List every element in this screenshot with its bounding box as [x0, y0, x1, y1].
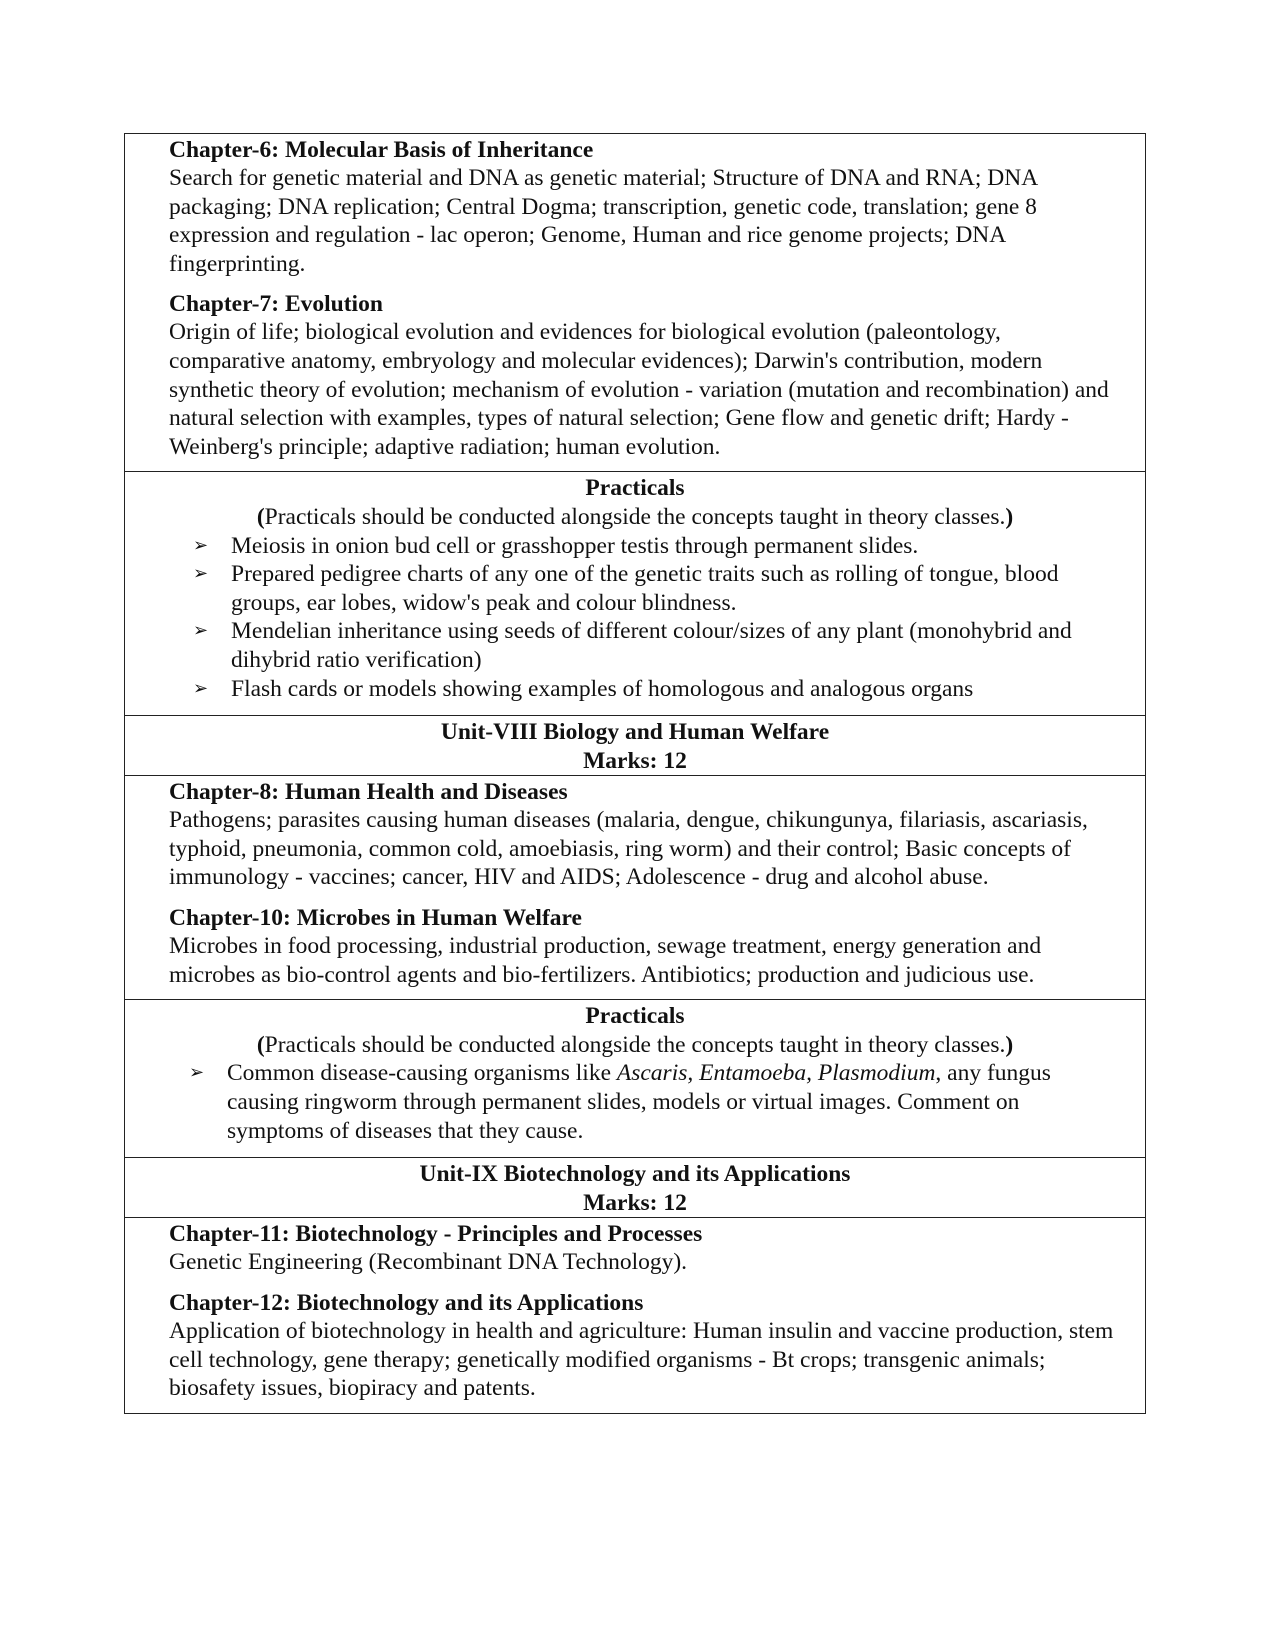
list-item: ➢ Meiosis in onion bud cell or grasshopper testis through permanent slides.: [193, 532, 919, 559]
arrowhead-bullet-icon: ➢: [193, 534, 209, 556]
chapter-body: Microbes in food processing, industrial production, sewage treatment, energy generation and microbes as bio-control agents and bio-fertilizers. Antibiotics; production and judicious use.: [169, 933, 1042, 988]
unit-title: Unit-IX Biotechnology and its Applications: [419, 1161, 851, 1188]
chapter-title: Chapter-7: Evolution: [169, 291, 383, 318]
chapters-6-7-row: [125, 134, 1145, 472]
practicals-list: [145, 532, 1125, 710]
chapter-body: Pathogens; parasites causing human diseases (malaria, dengue, chikungunya, filariasis, ascariasis, typhoid, pneumonia, common cold, amoebiasis, ring worm) and their control; Basic concepts of immunology - vaccines; cancer, HIV and AIDS; Adolescence - drug and alcohol abuse.: [169, 807, 1088, 891]
chapters-8-10-row: [125, 776, 1145, 1000]
chapters-11-12-row: [125, 1218, 1145, 1412]
chapter-12-section: [169, 1289, 1117, 1403]
organism-names: Ascaris, Entamoeba, Plasmodium: [616, 1060, 936, 1087]
arrowhead-bullet-icon: ➢: [193, 563, 209, 585]
unit-marks: Marks: 12: [583, 1189, 687, 1216]
chapter-6-section: [169, 136, 1117, 278]
list-item: ➢ Common disease-causing organisms like Ascaris, Entamoeba, Plasmodium, any fungus causing ringworm through permanent slides, models or virtual images. Comment on symptoms of diseases that they cause.: [189, 1060, 1051, 1144]
practicals-heading: Practicals: [585, 475, 685, 502]
arrowhead-bullet-icon: ➢: [189, 1062, 205, 1084]
chapter-title: Chapter-6: Molecular Basis of Inheritance: [169, 137, 594, 163]
chapter-body: Origin of life; biological evolution and evidences for biological evolution (paleontology, comparative anatomy, embryology and molecular evidences); Darwin's contribution, modern synthetic theory of evolution; mechanism of evolution - variation (mutation and recombination) and natural selection with examples, types of natural selection; Gene flow and genetic drift; Hardy - Weinberg's principle; adaptive radiation; human evolution.: [169, 319, 1109, 460]
chapter-8-section: [169, 778, 1117, 892]
arrowhead-bullet-icon: ➢: [193, 620, 209, 642]
chapter-title: Chapter-8: Human Health and Diseases: [169, 779, 568, 806]
chapter-body: Search for genetic material and DNA as genetic material; Structure of DNA and RNA; DNA packaging; DNA replication; Central Dogma; transcription, genetic code, translation; gene 8 expression and regulation - lac operon; Genome, Human and rice genome projects; DNA fingerprinting.: [169, 165, 1037, 277]
chapter-title: Chapter-12: Biotechnology and its Applications: [169, 1290, 644, 1316]
chapter-title: Chapter-11: Biotechnology - Principles and Processes: [169, 1221, 703, 1248]
unit-title: Unit-VIII Biology and Human Welfare: [440, 719, 830, 746]
chapter-11-section: [169, 1220, 1117, 1277]
practicals-row-1: [125, 472, 1145, 716]
practicals-list: [145, 1059, 1125, 1151]
list-item: ➢ Flash cards or models showing examples of homologous and analogous organs: [193, 675, 974, 702]
practicals-note: (Practicals should be conducted alongside the concepts taught in theory classes.): [256, 503, 1014, 530]
chapter-body: Genetic Engineering (Recombinant DNA Technology).: [169, 1249, 688, 1276]
practicals-note: (Practicals should be conducted alongside the concepts taught in theory classes.): [256, 1031, 1014, 1058]
syllabus-table: [124, 133, 1146, 1414]
chapter-10-section: [169, 904, 1117, 989]
list-item: ➢ Mendelian inheritance using seeds of different colour/sizes of any plant (monohybrid and dihybrid ratio verification): [193, 618, 1072, 673]
chapter-title: Chapter-10: Microbes in Human Welfare: [169, 905, 582, 932]
practicals-row-2: [125, 1000, 1145, 1158]
unit-9-heading-row: [125, 1158, 1145, 1218]
chapter-7-section: [169, 290, 1117, 461]
unit-marks: Marks: 12: [583, 747, 687, 774]
unit-8-heading-row: [125, 716, 1145, 776]
arrowhead-bullet-icon: ➢: [193, 677, 209, 699]
practicals-heading: Practicals: [585, 1003, 685, 1030]
chapter-body: Application of biotechnology in health and agriculture: Human insulin and vaccine production, stem cell technology, gene therapy; genetically modified organisms - Bt crops; transgenic animals; biosafety issues, biopiracy and patents.: [169, 1318, 1114, 1402]
list-item: ➢ Prepared pedigree charts of any one of the genetic traits such as rolling of tongue, blood groups, ear lobes, widow's peak and colour blindness.: [193, 561, 1059, 616]
